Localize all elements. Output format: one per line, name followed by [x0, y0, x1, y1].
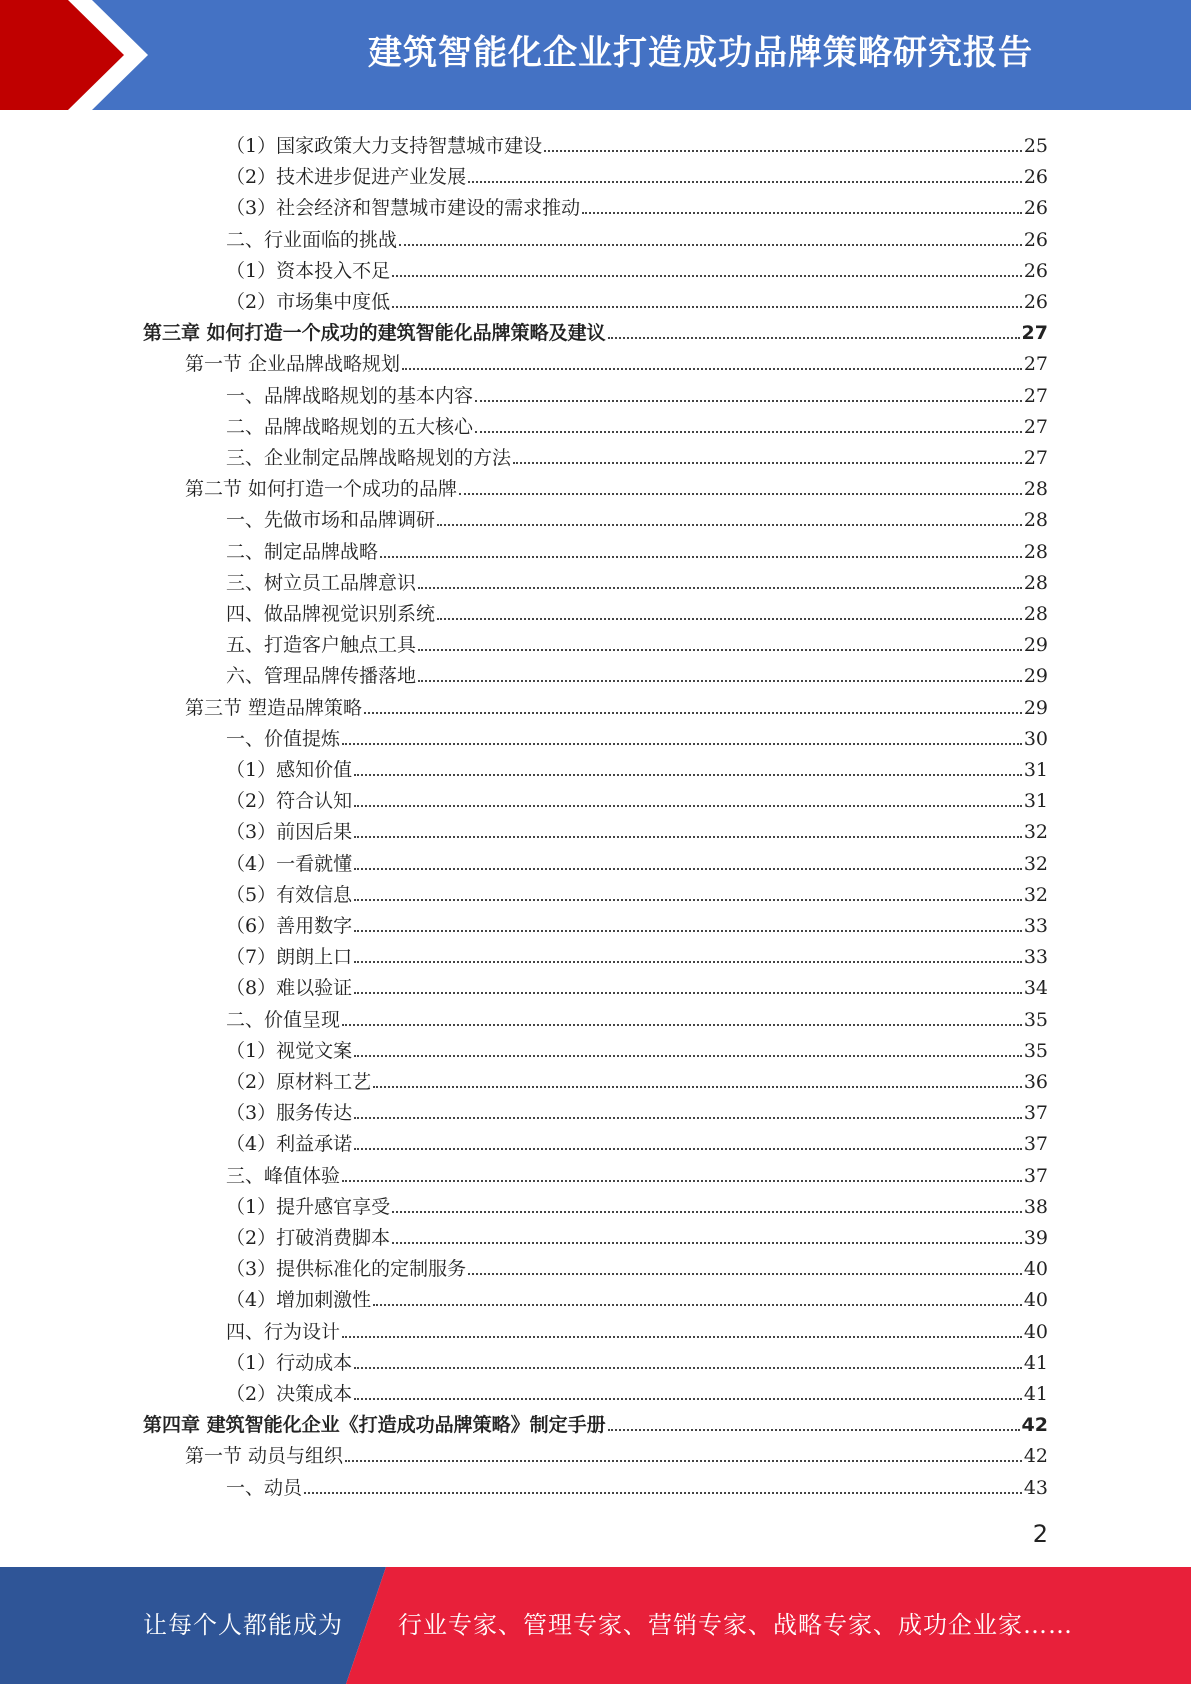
toc-dot-leader: [418, 648, 1022, 651]
toc-entry-label: 一、动员: [226, 1477, 303, 1499]
toc-entry-node[interactable]: [185, 1437, 1048, 1468]
footer-slogan-left: 让每个人都能成为: [143, 1611, 343, 1639]
toc-entry-label: （3）服务传达: [226, 1102, 353, 1124]
header-title: 建筑智能化企业打造成功品牌策略研究报告: [368, 33, 1033, 73]
toc-entry-item[interactable]: [226, 127, 1048, 158]
toc-entry-page: 26: [1023, 229, 1048, 251]
toc-entry-page: 26: [1023, 260, 1048, 282]
toc-dot-leader: [354, 960, 1022, 963]
toc-dot-leader: [418, 679, 1022, 682]
toc-dot-leader: [437, 523, 1022, 526]
toc-dot-leader: [380, 555, 1022, 558]
toc-entry-section[interactable]: [226, 533, 1048, 564]
toc-entry-label: 第一节 企业品牌战略规划: [185, 353, 401, 375]
toc-entry-section[interactable]: [226, 626, 1048, 657]
toc-dot-leader: [392, 1241, 1022, 1244]
toc-dot-leader: [468, 180, 1022, 183]
toc-entry-item[interactable]: [226, 782, 1048, 813]
toc-entry-node[interactable]: [185, 345, 1048, 376]
toc-dot-leader: [399, 243, 1022, 246]
toc-entry-page: 26: [1023, 291, 1048, 313]
toc-entry-label: （2）符合认知: [226, 790, 353, 812]
toc-entry-item[interactable]: [226, 1063, 1048, 1094]
toc-entry-item[interactable]: [226, 938, 1048, 969]
toc-entry-label: 三、峰值体验: [226, 1165, 341, 1187]
toc-dot-leader: [354, 1054, 1022, 1057]
toc-dot-leader: [608, 1428, 1020, 1431]
toc-entry-label: （4）一看就懂: [226, 853, 353, 875]
toc-entry-item[interactable]: [226, 189, 1048, 220]
toc-entry-label: 第三节 塑造品牌策略: [185, 697, 363, 719]
toc-entry-section[interactable]: [226, 1313, 1048, 1344]
toc-entry-item[interactable]: [226, 907, 1048, 938]
toc-entry-page: 28: [1023, 541, 1048, 563]
toc-dot-leader: [475, 430, 1022, 433]
toc-entry-label: 第四章 建筑智能化企业《打造成功品牌策略》制定手册: [143, 1414, 606, 1436]
toc-entry-section[interactable]: [226, 1157, 1048, 1188]
toc-dot-leader: [342, 1179, 1022, 1182]
toc-entry-page: 38: [1023, 1196, 1048, 1218]
toc-entry-page: 37: [1023, 1133, 1048, 1155]
toc-entry-label: （3）提供标准化的定制服务: [226, 1258, 467, 1280]
toc-dot-leader: [354, 1366, 1022, 1369]
page-footer: [0, 1567, 1191, 1684]
toc-entry-section[interactable]: [226, 1001, 1048, 1032]
toc-entry-label: （1）国家政策大力支持智慧城市建设: [226, 135, 543, 157]
toc-entry-page: 31: [1023, 790, 1048, 812]
toc-entry-label: 四、做品牌视觉识别系统: [226, 603, 436, 625]
toc-entry-label: 一、品牌战略规划的基本内容: [226, 385, 474, 407]
toc-dot-leader: [392, 305, 1022, 308]
toc-entry-page: 26: [1023, 166, 1048, 188]
toc-dot-leader: [354, 835, 1022, 838]
toc-entry-label: 二、品牌战略规划的五大核心: [226, 416, 474, 438]
toc-entry-item[interactable]: [226, 876, 1048, 907]
toc-entry-item[interactable]: [226, 1375, 1048, 1406]
toc-entry-page: 40: [1023, 1289, 1048, 1311]
toc-entry-page: 28: [1023, 509, 1048, 531]
toc-entry-page: 25: [1023, 135, 1048, 157]
toc-entry-page: 32: [1023, 884, 1048, 906]
toc-entry-page: 34: [1023, 977, 1048, 999]
toc-entry-label: 第二节 如何打造一个成功的品牌: [185, 478, 458, 500]
toc-entry-section[interactable]: [226, 501, 1048, 532]
toc-entry-section[interactable]: [226, 720, 1048, 751]
toc-dot-leader: [354, 1397, 1022, 1400]
toc-entry-label: （1）视觉文案: [226, 1040, 353, 1062]
toc-entry-item[interactable]: [226, 969, 1048, 1000]
toc-entry-page: 27: [1021, 322, 1048, 344]
toc-entry-label: 三、树立员工品牌意识: [226, 572, 417, 594]
toc-entry-item[interactable]: [226, 1188, 1048, 1219]
toc-entry-chapter[interactable]: [143, 1406, 1048, 1437]
toc-entry-chapter[interactable]: [143, 314, 1048, 345]
toc-entry-label: 一、先做市场和品牌调研: [226, 509, 436, 531]
toc-entry-page: 27: [1023, 447, 1048, 469]
toc-entry-item[interactable]: [226, 1250, 1048, 1281]
toc-dot-leader: [468, 1272, 1022, 1275]
page-number: 2: [1032, 1520, 1048, 1548]
toc-entry-page: 30: [1023, 728, 1048, 750]
toc-entry-label: 第一节 动员与组织: [185, 1445, 344, 1467]
toc-entry-label: （4）增加刺激性: [226, 1289, 372, 1311]
toc-entry-page: 41: [1023, 1352, 1048, 1374]
toc-entry-page: 35: [1023, 1009, 1048, 1031]
toc-entry-page: 36: [1023, 1071, 1048, 1093]
toc-dot-leader: [354, 1147, 1022, 1150]
toc-entry-item[interactable]: [226, 252, 1048, 283]
toc-dot-leader: [582, 211, 1022, 214]
toc-entry-page: 42: [1021, 1414, 1048, 1436]
toc-dot-leader: [373, 1303, 1022, 1306]
toc-entry-label: （3）前因后果: [226, 821, 353, 843]
toc-entry-label: （2）打破消费脚本: [226, 1227, 391, 1249]
toc-entry-label: （6）善用数字: [226, 915, 353, 937]
toc-entry-page: 28: [1023, 572, 1048, 594]
toc-dot-leader: [342, 1023, 1022, 1026]
toc-dot-leader: [608, 336, 1020, 339]
toc-dot-leader: [544, 149, 1022, 152]
toc-entry-section[interactable]: [226, 221, 1048, 252]
toc-entry-label: （1）提升感官享受: [226, 1196, 391, 1218]
toc-entry-page: 26: [1023, 197, 1048, 219]
toc-entry-page: 29: [1023, 665, 1048, 687]
toc-entry-item[interactable]: [226, 1281, 1048, 1312]
toc-entry-label: （1）行动成本: [226, 1352, 353, 1374]
toc-dot-leader: [354, 773, 1022, 776]
toc-entry-page: 33: [1023, 946, 1048, 968]
toc-dot-leader: [402, 367, 1022, 370]
toc-entry-page: 28: [1023, 478, 1048, 500]
toc-entry-page: 32: [1023, 821, 1048, 843]
toc-dot-leader: [475, 399, 1022, 402]
toc-dot-leader: [354, 867, 1022, 870]
toc-entry-label: （2）技术进步促进产业发展: [226, 166, 467, 188]
toc-entry-item[interactable]: [226, 1032, 1048, 1063]
toc-entry-label: 五、打造客户触点工具: [226, 634, 417, 656]
toc-entry-page: 37: [1023, 1102, 1048, 1124]
toc-entry-label: （2）市场集中度低: [226, 291, 391, 313]
toc-entry-item[interactable]: [226, 283, 1048, 314]
toc-entry-item[interactable]: [226, 813, 1048, 844]
toc-entry-label: 二、制定品牌战略: [226, 541, 379, 563]
toc-entry-page: 41: [1023, 1383, 1048, 1405]
toc-entry-item[interactable]: [226, 1094, 1048, 1125]
toc-entry-section[interactable]: [226, 595, 1048, 626]
toc-entry-label: 二、行业面临的挑战: [226, 229, 398, 251]
toc-entry-label: （4）利益承诺: [226, 1133, 353, 1155]
toc-entry-page: 43: [1023, 1477, 1048, 1499]
toc-entry-page: 28: [1023, 603, 1048, 625]
toc-entry-page: 27: [1023, 416, 1048, 438]
toc-dot-leader: [354, 991, 1022, 994]
toc-dot-leader: [418, 586, 1022, 589]
toc-dot-leader: [354, 898, 1022, 901]
toc-dot-leader: [437, 617, 1022, 620]
toc-entry-label: 六、管理品牌传播落地: [226, 665, 417, 687]
toc-entry-page: 42: [1023, 1445, 1048, 1467]
toc-entry-section[interactable]: [226, 564, 1048, 595]
toc-dot-leader: [342, 1335, 1022, 1338]
toc-entry-section[interactable]: [226, 439, 1048, 470]
page-header: [0, 0, 1191, 110]
toc-entry-label: 二、价值呈现: [226, 1009, 341, 1031]
toc-entry-section[interactable]: [226, 408, 1048, 439]
toc-entry-section[interactable]: [226, 657, 1048, 688]
toc-entry-label: （2）原材料工艺: [226, 1071, 372, 1093]
toc-dot-leader: [459, 492, 1022, 495]
toc-entry-item[interactable]: [226, 845, 1048, 876]
toc-entry-label: （7）朗朗上口: [226, 946, 353, 968]
toc-dot-leader: [354, 1116, 1022, 1119]
toc-entry-label: （3）社会经济和智慧城市建设的需求推动: [226, 197, 581, 219]
toc-dot-leader: [392, 1210, 1022, 1213]
toc-dot-leader: [342, 742, 1022, 745]
toc-dot-leader: [354, 804, 1022, 807]
toc-entry-item[interactable]: [226, 158, 1048, 189]
toc-dot-leader: [392, 274, 1022, 277]
toc-entry-page: 32: [1023, 853, 1048, 875]
toc-entry-label: （1）资本投入不足: [226, 260, 391, 282]
toc-entry-page: 40: [1023, 1321, 1048, 1343]
toc-entry-label: 一、价值提炼: [226, 728, 341, 750]
toc-entry-section[interactable]: [226, 377, 1048, 408]
toc-entry-item[interactable]: [226, 1125, 1048, 1156]
toc-dot-leader: [364, 711, 1022, 714]
toc-entry-page: 27: [1023, 353, 1048, 375]
toc-entry-label: 四、行为设计: [226, 1321, 341, 1343]
toc-entry-item[interactable]: [226, 751, 1048, 782]
toc-entry-label: 第三章 如何打造一个成功的建筑智能化品牌策略及建议: [143, 322, 606, 344]
toc-entry-section[interactable]: [226, 1469, 1048, 1500]
toc-dot-leader: [513, 461, 1022, 464]
toc-entry-page: 39: [1023, 1227, 1048, 1249]
toc-dot-leader: [373, 1085, 1022, 1088]
toc-entry-page: 27: [1023, 385, 1048, 407]
footer-slogan-right: 行业专家、管理专家、营销专家、战略专家、成功企业家……: [398, 1611, 1073, 1639]
toc-entry-label: （1）感知价值: [226, 759, 353, 781]
toc-dot-leader: [345, 1459, 1022, 1462]
toc-entry-label: 三、企业制定品牌战略规划的方法: [226, 447, 512, 469]
toc-entry-page: 29: [1023, 697, 1048, 719]
toc-entry-node[interactable]: [185, 470, 1048, 501]
toc-entry-label: （2）决策成本: [226, 1383, 353, 1405]
toc-entry-page: 37: [1023, 1165, 1048, 1187]
toc-dot-leader: [354, 929, 1022, 932]
toc-entry-node[interactable]: [185, 689, 1048, 720]
toc-dot-leader: [304, 1491, 1022, 1494]
toc-entry-item[interactable]: [226, 1344, 1048, 1375]
toc-entry-page: 33: [1023, 915, 1048, 937]
toc-entry-label: （5）有效信息: [226, 884, 353, 906]
toc-entry-page: 29: [1023, 634, 1048, 656]
toc-entry-label: （8）难以验证: [226, 977, 353, 999]
toc-entry-page: 31: [1023, 759, 1048, 781]
toc-entry-page: 40: [1023, 1258, 1048, 1280]
toc-entry-page: 35: [1023, 1040, 1048, 1062]
toc-entry-item[interactable]: [226, 1219, 1048, 1250]
